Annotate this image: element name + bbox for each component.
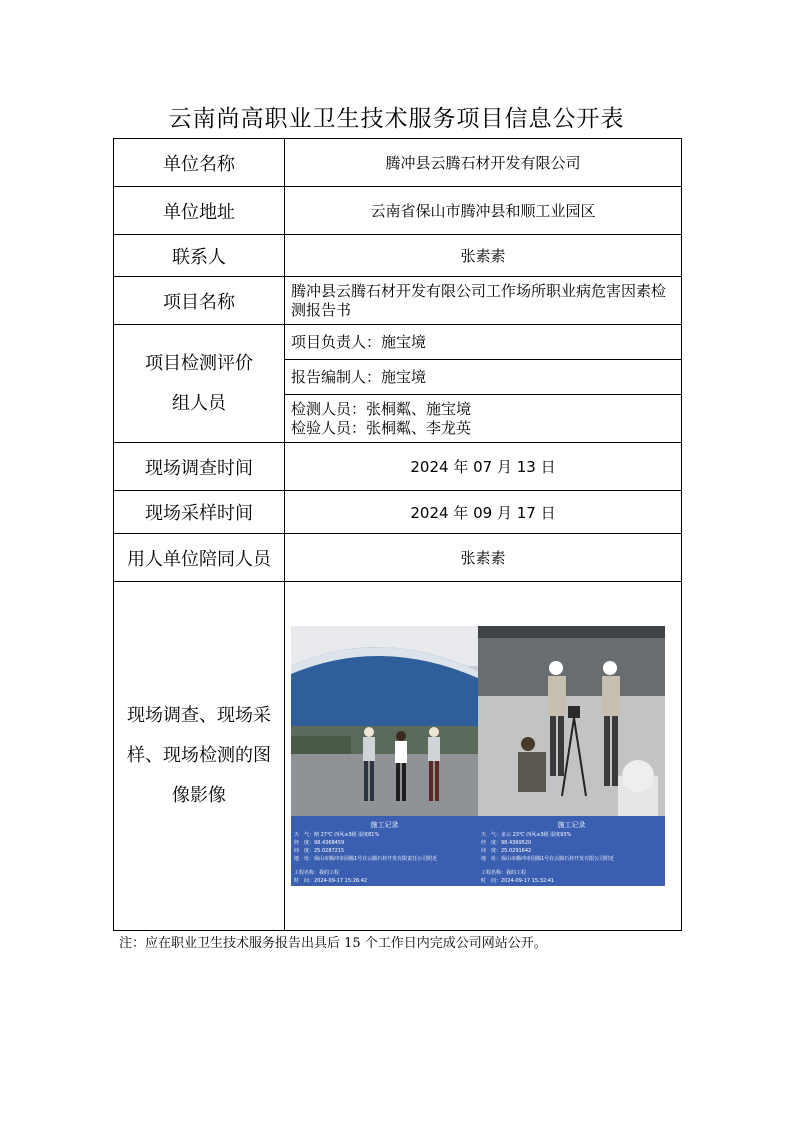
- team-testers: 检测人员：张桐粼、施宝境: [291, 399, 472, 418]
- photo2-record-title: 施工记录: [557, 821, 586, 829]
- team-writer: 报告编制人：施宝境: [285, 360, 682, 395]
- contact-label: 联系人: [114, 235, 285, 277]
- photo-area: [285, 582, 681, 930]
- team-leader: 项目负责人：施宝境: [285, 325, 682, 360]
- info-table: [113, 138, 682, 931]
- team-label-line1: 项目检测评价: [145, 352, 253, 374]
- photo1-place: 地 址：保山市腾冲市固腾1号在云腾石材开发有限责任公司附近: [294, 856, 438, 862]
- contact-value: 张素素: [285, 235, 682, 277]
- photo2-time: 时 间：2024-09-17 15:32:41: [481, 878, 555, 884]
- photo1-latitude: 纬 度：25.0287215: [294, 848, 345, 854]
- unit-name-value: 腾冲县云腾石材开发有限公司: [285, 139, 682, 187]
- images-cell: [285, 582, 682, 931]
- photo2-project: 工程名称：我的工程: [481, 870, 527, 876]
- images-label-line1: 现场调查、现场采: [127, 705, 271, 726]
- site-photo-2: [478, 626, 665, 886]
- page-title: 云南尚高职业卫生技术服务项目信息公开表: [168, 106, 625, 132]
- team-testers-cell: [285, 395, 682, 443]
- row-images: [114, 582, 682, 931]
- row-project-name: [114, 277, 682, 325]
- row-survey-time: [114, 443, 682, 491]
- row-unit-address: [114, 187, 682, 235]
- row-team-leader: [114, 325, 682, 360]
- row-unit-name: [114, 139, 682, 187]
- photo1-project: 工程名称：我的工程: [294, 870, 340, 876]
- row-accompany: [114, 534, 682, 582]
- survey-time-label: 现场调查时间: [114, 443, 285, 491]
- sampling-time-label: 现场采样时间: [114, 491, 285, 534]
- site-photo-1: [291, 626, 478, 886]
- team-label-line2: 组人员: [172, 392, 226, 414]
- images-label-line3: 像影像: [172, 785, 226, 806]
- unit-name-label: 单位名称: [114, 139, 285, 187]
- photo1-record-title: 施工记录: [370, 821, 399, 829]
- unit-address-value: 云南省保山市腾冲县和顺工业园区: [285, 187, 682, 235]
- survey-time-value: 2024 年 07 月 13 日: [285, 443, 682, 491]
- images-label-line2: 样、现场检测的图: [127, 745, 271, 766]
- team-label: [114, 325, 285, 443]
- team-inspectors: 检验人员：张桐粼、李龙英: [291, 418, 472, 437]
- project-name-value: 腾冲县云腾石材开发有限公司工作场所职业病危害因素检测报告书: [285, 277, 682, 325]
- photo2-weather: 天 气：多云 23℃ 西风≤3级 湿度93%: [481, 832, 572, 838]
- accompany-label: 用人单位陪同人员: [114, 534, 285, 582]
- row-contact: [114, 235, 682, 277]
- sampling-time-value: 2024 年 09 月 17 日: [285, 491, 682, 534]
- photo1-weather: 天 气：晴 27℃ 西风≤3级 湿度81%: [294, 832, 380, 838]
- accompany-value: 张素素: [285, 534, 682, 582]
- photo2-place: 地 址：保山市腾冲市固腾1号在云腾石材开发有限公司附近: [481, 856, 615, 862]
- photo2-longitude: 经 度：98.4369520: [481, 840, 532, 846]
- footnote: 注：应在职业卫生技术服务报告出具后 15 个工作日内完成公司网站公开。: [119, 936, 547, 951]
- photo1-time: 时 间：2024-09-17 15:26:42: [294, 878, 368, 884]
- unit-address-label: 单位地址: [114, 187, 285, 235]
- project-name-label: 项目名称: [114, 277, 285, 325]
- photo1-longitude: 经 度：98.4368459: [294, 840, 345, 846]
- photo2-latitude: 纬 度：25.0291642: [481, 848, 532, 854]
- images-label: [114, 582, 285, 931]
- row-sampling-time: [114, 491, 682, 534]
